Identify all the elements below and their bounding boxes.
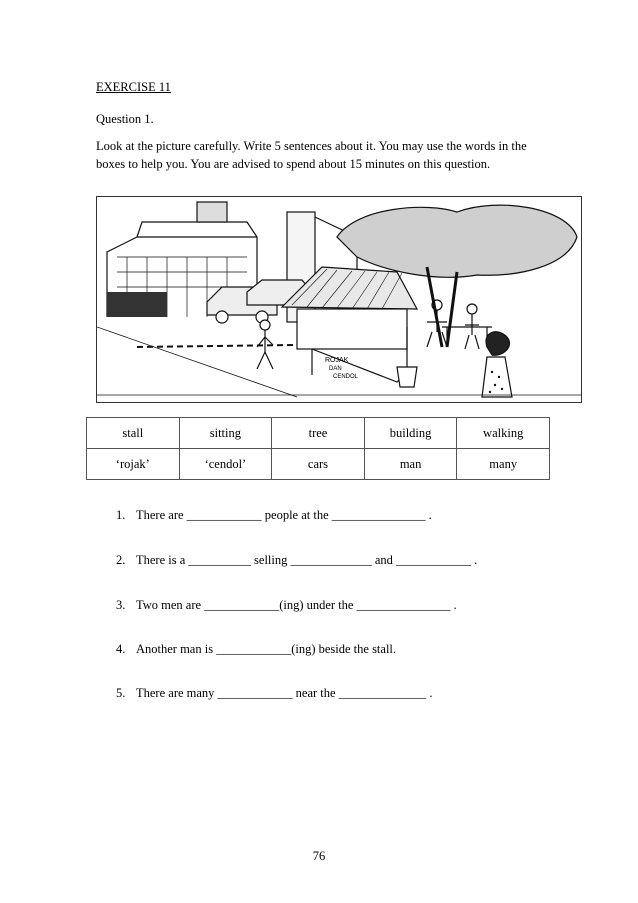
word-box-row [87, 449, 550, 480]
sentence-item [116, 553, 477, 568]
stall-sign-line1: ROJAK [325, 357, 349, 364]
sentence-text: Two men are ____________(ing) under the _______________ . [136, 598, 457, 612]
word-box-table [86, 417, 550, 480]
word-cell: stall [87, 418, 180, 449]
word-cell: walking [457, 418, 550, 449]
sentence-text: There are many ____________ near the ______________ . [136, 686, 433, 700]
sentence-item [116, 642, 396, 657]
page-number: 76 [312, 849, 326, 863]
word-cell: ‘cendol’ [179, 449, 272, 480]
word-cell: building [364, 418, 457, 449]
sentence-number: 4. [116, 642, 126, 656]
word-cell: cars [272, 449, 365, 480]
word-cell: ‘rojak’ [87, 449, 180, 480]
word-cell: tree [272, 418, 365, 449]
word-cell: many [457, 449, 550, 480]
sentence-number: 5. [116, 686, 126, 700]
sentence-number: 1. [116, 508, 126, 522]
sentence-text: There is a __________ selling _____________ and ____________ . [136, 553, 478, 567]
sentence-number: 2. [116, 553, 126, 567]
word-box-row [87, 418, 550, 449]
stall-sign-line2: DAN [329, 366, 342, 372]
sentence-text: Another man is ____________(ing) beside the stall. [136, 642, 397, 656]
word-cell: man [364, 449, 457, 480]
exercise-title: EXERCISE 11 [96, 80, 171, 94]
picture-frame [96, 196, 582, 403]
street-scene-illustration [97, 197, 581, 402]
sentence-text: There are ____________ people at the _______________ . [136, 508, 432, 522]
word-cell: sitting [179, 418, 272, 449]
sentence-number: 3. [116, 598, 126, 612]
instructions: Look at the picture carefully. Write 5 sentences about it. You may use the words in the boxes to help you. You are advised to spend about 15 minutes on this question. [96, 139, 527, 171]
question-label: Question 1. [96, 112, 154, 126]
sentence-item [116, 686, 432, 701]
sentence-item [116, 598, 457, 613]
stall-sign-line3: CENDOL [333, 374, 359, 380]
sentence-item [116, 508, 432, 523]
